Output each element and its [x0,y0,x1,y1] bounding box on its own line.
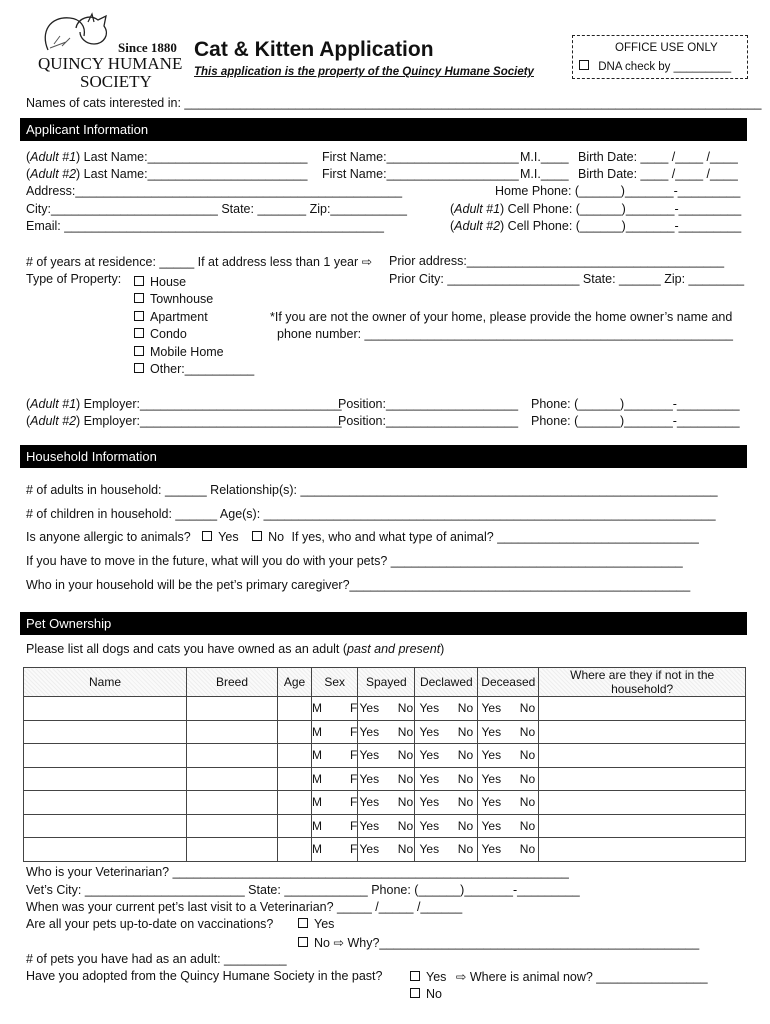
arrow-right-icon: ⇨ [455,970,467,984]
last-visit-field[interactable]: When was your current pet’s last visit to a Veterinarian? _____ /_____ /______ [26,900,463,914]
address-field[interactable]: Address:_______________________________________________ [26,184,403,198]
children-household-field[interactable]: # of children in household: ______ Age(s): _________________________________________________________________ [26,507,716,521]
adult2-label: Adult #2 [30,167,77,181]
pet-deceased-cell[interactable]: Yes No [478,744,539,768]
home-phone-field[interactable]: Home Phone: (______)_______-_________ [495,184,741,198]
vet-city-field[interactable]: Vet’s City: _______________________ State: ____________ Phone: (______)_______-_________ [26,883,580,897]
checkbox-icon[interactable] [134,276,144,286]
pet-name-cell[interactable] [24,720,187,744]
pet-deceased-cell[interactable]: Yes No [478,838,539,862]
pets-had-field[interactable]: # of pets you have had as an adult: _________ [26,952,287,966]
pet-name-cell[interactable] [24,791,187,815]
property-option[interactable]: Condo [134,326,254,343]
adopted-question: Have you adopted from the Quincy Humane Society in the past? [26,969,383,983]
pet-breed-cell[interactable] [187,791,278,815]
owner-phone-field[interactable]: phone number: _____________________________________________________ [277,327,734,341]
adult2-first-name-field[interactable]: First Name:___________________ [322,167,519,181]
pet-deceased-cell[interactable]: Yes No [478,791,539,815]
employer-label: ) Employer:_____________________________ [76,414,342,428]
adult1-employer-field[interactable]: (Adult #1) Employer:_____________________________ [26,397,342,411]
where-now-field[interactable]: Where is animal now? ________________ [469,970,708,984]
adult2-position-field[interactable]: Position:___________________ [338,414,519,428]
col-sex: Sex [312,668,358,697]
dna-check-label: DNA check by _________ [598,61,732,73]
pet-where-cell[interactable] [539,791,746,815]
allergy-question: Is anyone allergic to animals? [26,530,191,544]
pet-where-cell[interactable] [539,744,746,768]
pet-sex-cell[interactable]: M F [312,814,358,838]
pet-spayed-cell[interactable]: Yes No [358,697,415,721]
pet-spayed-cell[interactable]: Yes No [358,744,415,768]
checkbox-icon[interactable] [202,531,212,541]
pet-spayed-cell[interactable]: Yes No [358,838,415,862]
adult1-last-name-field[interactable]: (Adult #1) Last Name:_______________________ [26,150,308,164]
pet-name-cell[interactable] [24,838,187,862]
property-type-label: Type of Property: [26,272,122,286]
property-options [134,274,254,378]
pet-sex-cell[interactable]: M F [312,838,358,862]
employer-label: ) Employer:_____________________________ [76,397,342,411]
col-deceased: Deceased [478,668,539,697]
allergy-follow-field[interactable]: If yes, who and what type of animal? _____________________________ [291,530,699,544]
checkbox-icon[interactable] [298,918,308,928]
col-breed: Breed [187,668,278,697]
vaccinations-question: Are all your pets up-to-date on vaccinations? [26,917,274,931]
pet-age-cell[interactable] [278,744,312,768]
col-name: Name [24,668,187,697]
checkbox-icon[interactable] [298,937,308,947]
table-row [24,744,746,768]
pet-breed-cell[interactable] [187,814,278,838]
adult2-birth-field[interactable]: Birth Date: ____ /____ /____ [578,167,738,181]
cell-phone-label: ) Cell Phone: (______)_______-_________ [500,219,742,233]
cat-dog-logo-icon [36,12,116,54]
pet-sex-cell[interactable]: M F [312,697,358,721]
prior-address-field[interactable]: Prior address:_____________________________________ [389,254,725,268]
page-title: Cat & Kitten Application [194,38,434,61]
pet-where-cell[interactable] [539,767,746,791]
adopted-yes[interactable]: Yes ⇨ Where is animal now? ________________ [410,969,708,984]
owner-note: *If you are not the owner of your home, please provide the home owner’s name and [270,310,733,324]
adult2-label: Adult #2 [30,414,77,428]
pet-name-cell[interactable] [24,814,187,838]
pet-spayed-cell[interactable]: Yes No [358,720,415,744]
vaccinations-yes[interactable]: Yes [298,917,334,931]
adult1-label: Adult #1 [454,202,501,216]
pet-declawed-cell[interactable]: Yes No [415,838,478,862]
arrow-right-icon: ⇨ [361,255,373,269]
dna-check-row[interactable] [579,60,731,73]
checkbox-icon[interactable] [410,971,420,981]
office-use-box [572,35,748,79]
table-header-row [24,668,746,697]
checkbox-icon[interactable] [134,293,144,303]
pet-age-cell[interactable] [278,720,312,744]
pets-intro: Please list all dogs and cats you have owned as an adult (past and present) [26,642,445,656]
col-where: Where are they if not in the household? [539,668,746,697]
pet-name-cell[interactable] [24,744,187,768]
table-row [24,697,746,721]
property-option[interactable]: Apartment [134,309,254,326]
checkbox-icon[interactable] [134,363,144,373]
adult2-cell-field[interactable]: (Adult #2) Cell Phone: (______)_______-_________ [450,219,742,233]
checkbox-icon[interactable] [252,531,262,541]
pet-spayed-cell[interactable]: Yes No [358,767,415,791]
table-row [24,767,746,791]
pet-declawed-cell[interactable]: Yes No [415,744,478,768]
pet-age-cell[interactable] [278,838,312,862]
checkbox-icon[interactable] [134,311,144,321]
pet-declawed-cell[interactable]: Yes No [415,791,478,815]
caregiver-field[interactable]: Who in your household will be the pet’s primary caregiver?_________________________________________________ [26,578,691,592]
pet-breed-cell[interactable] [187,838,278,862]
cats-interested-field[interactable]: Names of cats interested in: ___________________________________________________________________________________ [26,96,762,110]
pet-breed-cell[interactable] [187,697,278,721]
adult1-mi-field[interactable]: M.I.____ [520,150,569,164]
vet-name-field[interactable]: Who is your Veterinarian? _________________________________________________________ [26,865,569,879]
pet-deceased-cell[interactable]: Yes No [478,767,539,791]
pet-breed-cell[interactable] [187,720,278,744]
logo [34,12,184,90]
office-title: OFFICE USE ONLY [615,42,718,54]
adult2-emp-phone-field[interactable]: Phone: (______)_______-_________ [531,414,740,428]
property-option[interactable]: House [134,274,254,291]
cell-phone-label: ) Cell Phone: (______)_______-_________ [500,202,742,216]
pet-sex-cell[interactable]: M F [312,744,358,768]
page-subtitle: This application is the property of the Quincy Humane Society [194,66,534,78]
pet-spayed-cell[interactable]: Yes No [358,791,415,815]
logo-line1: QUINCY HUMANE [38,54,183,73]
arrow-right-icon: ⇨ [333,936,344,950]
adult2-mi-field[interactable]: M.I.____ [520,167,569,181]
pet-age-cell[interactable] [278,767,312,791]
pet-deceased-cell[interactable]: Yes No [478,697,539,721]
pet-age-cell[interactable] [278,791,312,815]
adult1-emp-phone-field[interactable]: Phone: (______)_______-_________ [531,397,740,411]
checkbox-icon[interactable] [579,60,589,70]
allergy-row [26,530,699,544]
allergy-no[interactable]: No [252,530,284,544]
pet-deceased-cell[interactable]: Yes No [478,814,539,838]
section-pets-header: Pet Ownership [20,612,747,635]
table-row [24,791,746,815]
adult2-last-name-field[interactable]: (Adult #2) Last Name:_______________________ [26,167,308,181]
adult2-label: Adult #2 [454,219,501,233]
pet-where-cell[interactable] [539,697,746,721]
pet-where-cell[interactable] [539,814,746,838]
pet-age-cell[interactable] [278,697,312,721]
section-household-header: Household Information [20,445,747,468]
adult1-cell-field[interactable]: (Adult #1) Cell Phone: (______)_______-_________ [450,202,742,216]
pet-declawed-cell[interactable]: Yes No [415,720,478,744]
pet-where-cell[interactable] [539,838,746,862]
move-plan-field[interactable]: If you have to move in the future, what will you do with your pets? __________________________________________ [26,554,683,568]
adult1-label: Adult #1 [30,397,77,411]
pet-name-cell[interactable] [24,697,187,721]
years-residence-field[interactable] [26,254,372,269]
why-field[interactable]: Why?______________________________________________ [347,936,700,950]
col-spayed: Spayed [358,668,415,697]
adopted-no[interactable]: No [410,987,442,1001]
allergy-yes[interactable]: Yes [202,530,238,544]
pet-sex-cell[interactable]: M F [312,720,358,744]
years-label: # of years at residence: _____ If at address less than 1 year [26,255,359,269]
pet-declawed-cell[interactable]: Yes No [415,697,478,721]
checkbox-icon[interactable] [134,328,144,338]
logo-line2: SOCIETY [80,72,152,91]
pet-deceased-cell[interactable]: Yes No [478,720,539,744]
pet-table [23,667,746,862]
email-field[interactable]: Email: ______________________________________________ [26,219,384,233]
checkbox-icon[interactable] [410,988,420,998]
checkbox-icon[interactable] [134,346,144,356]
table-row [24,838,746,862]
property-option[interactable]: Other:__________ [134,361,254,378]
col-age: Age [278,668,312,697]
table-row [24,720,746,744]
pet-sex-cell[interactable]: M F [312,767,358,791]
col-declawed: Declawed [415,668,478,697]
adult1-label: Adult #1 [30,150,77,164]
pet-breed-cell[interactable] [187,744,278,768]
logo-since: Since 1880 [118,40,177,55]
city-state-zip-field[interactable]: City:________________________ State: _______ Zip:___________ [26,202,407,216]
adult1-position-field[interactable]: Position:___________________ [338,397,519,411]
adult1-birth-field[interactable]: Birth Date: ____ /____ /____ [578,150,738,164]
pet-breed-cell[interactable] [187,767,278,791]
section-applicant-header: Applicant Information [20,118,747,141]
pet-spayed-cell[interactable]: Yes No [358,814,415,838]
adult2-employer-field[interactable]: (Adult #2) Employer:_____________________________ [26,414,342,428]
pet-age-cell[interactable] [278,814,312,838]
pet-declawed-cell[interactable]: Yes No [415,767,478,791]
pet-declawed-cell[interactable]: Yes No [415,814,478,838]
adult1-first-name-field[interactable]: First Name:___________________ [322,150,519,164]
vaccinations-no[interactable]: No ⇨ Why?______________________________________________ [298,935,699,950]
pet-sex-cell[interactable]: M F [312,791,358,815]
table-row [24,814,746,838]
adults-household-field[interactable]: # of adults in household: ______ Relationship(s): ____________________________________________________________ [26,483,718,497]
last-name-label: ) Last Name:_______________________ [76,150,308,164]
property-option[interactable]: Townhouse [134,291,254,308]
property-option[interactable]: Mobile Home [134,344,254,361]
last-name-label: ) Last Name:_______________________ [76,167,308,181]
pet-name-cell[interactable] [24,767,187,791]
pet-where-cell[interactable] [539,720,746,744]
prior-city-field[interactable]: Prior City: ___________________ State: ______ Zip: ________ [389,272,745,286]
